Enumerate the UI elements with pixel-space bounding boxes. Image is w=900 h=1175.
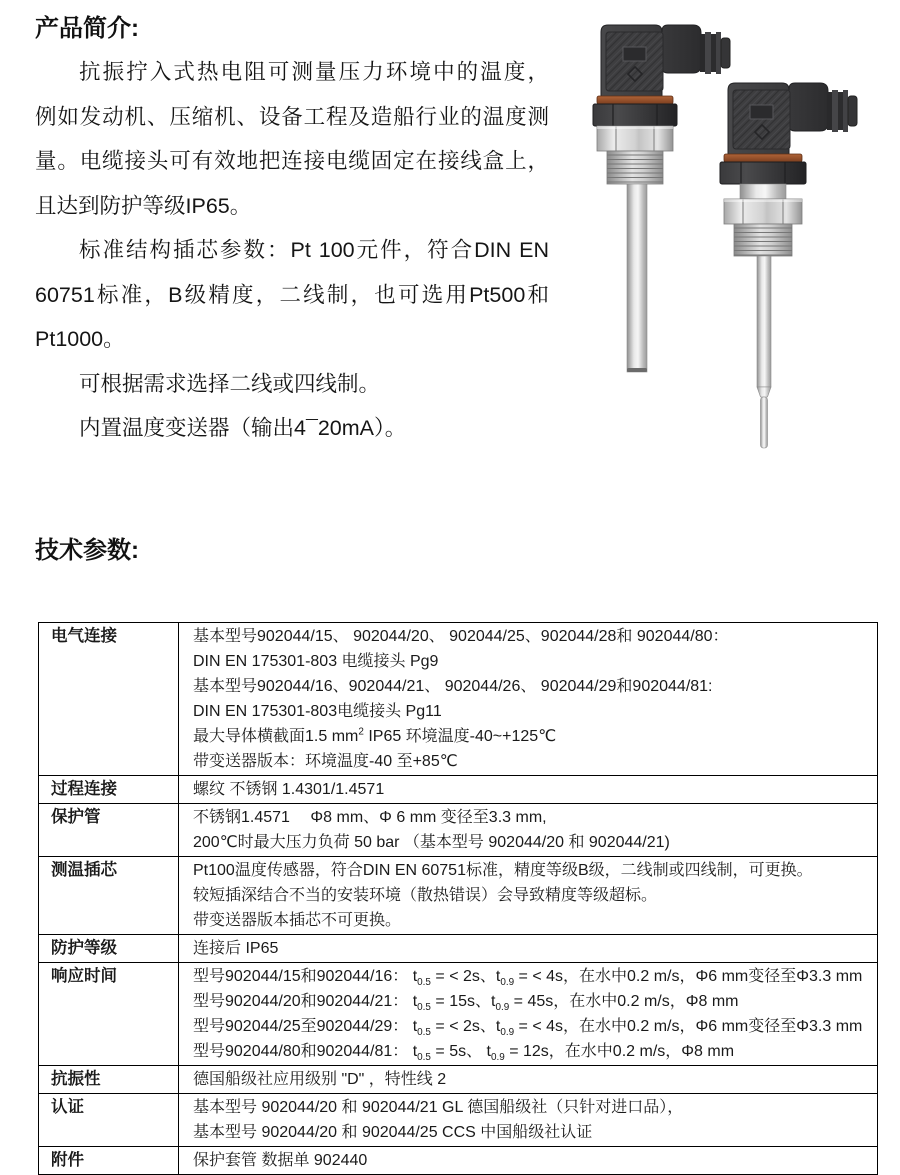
intro-line: 内置温度变送器（输出4¯20mA）。 [79,416,407,440]
spec-label: 响应时间 [39,963,179,1066]
product-intro-paragraphs [35,50,549,451]
spec-value [179,1094,878,1147]
probe-stepped [757,256,771,448]
spec-label: 保护管 [39,804,179,857]
sensor-left [593,25,730,372]
spec-label: 附件 [39,1147,179,1175]
table-row [39,1066,878,1094]
spec-label: 电气连接 [39,623,179,776]
thread [607,151,663,184]
spec-line: DIN EN 175301-803电缆接头 Pg11 [193,703,442,720]
intro-line: 且达到防护等级IP65。 [35,193,252,218]
spec-line: 德国船级社应用级别 "D" ，特性线 2 [193,1071,447,1088]
table-row [39,963,878,1066]
intro-line: 60751标准，B级精度，二线制，也可选用Pt500和 [35,282,549,307]
cable-gland [827,90,857,132]
table-row [39,804,878,857]
spec-value [179,1066,878,1094]
spec-line: 最大导体横截面1.5 $mm^2$ IP65 环境温度-40~+125℃ [193,726,557,745]
spec-line: 基本型号 902044/20 和 902044/21 GL 德国船级社（只针对进口品）， [193,1099,684,1116]
spec-line: 较短插深结合不当的安装环境（散热错误）会导致精度等级超标。 [193,887,658,904]
spec-line: 螺纹 不锈钢 1.4301/1.4571 [193,781,385,798]
product-intro-heading: 产品简介: [35,15,139,42]
spec-value [179,963,878,1066]
steel-neck [740,184,786,199]
spec-line: 基本型号 902044/20 和 902044/25 CCS 中国船级社认证 [193,1124,593,1141]
table-row [39,857,878,935]
gasket-ring [724,154,802,162]
table-row [39,1147,878,1175]
spec-line: 带变送器版本：环境温度-40 至+85℃ [193,753,458,770]
thermometer-product-image [573,12,865,464]
spec-table [38,622,878,1175]
spec-label: 抗振性 [39,1066,179,1094]
hex-nut-plastic [593,104,677,126]
spec-line: 型号902044/25至902044/29： $t_{0.5}$ = < 2s、$t_{0.9}$ = < 4s，在水中0.2 m/s，Φ6 mm变径至Φ3.3 mm [193,1018,863,1039]
thread [734,224,792,256]
spec-value [179,935,878,963]
table-row [39,1094,878,1147]
intro-line: 标准结构插芯参数：Pt 100元件，符合DIN EN [79,238,549,262]
hex-nut-steel [724,199,802,224]
spec-line: 保护套管 数据单 902440 [193,1152,368,1169]
head-emblem [623,47,646,61]
table-row [39,776,878,804]
hex-nut-steel [597,126,673,151]
spec-value [179,1147,878,1175]
spec-line: 型号902044/15和902044/16： $t_{0.5}$ = < 2s、$t_{0.9}$ = < 4s，在水中0.2 m/s，Φ6 mm变径至Φ3.3 mm [193,968,863,989]
product-photo [573,12,865,464]
spec-line: DIN EN 175301-803 电缆接头 Pg9 [193,653,439,670]
spec-label: 防护等级 [39,935,179,963]
intro-line: 抗振拧入式热电阻可测量压力环境中的温度， [79,60,549,84]
spec-line: Pt100温度传感器，符合DIN EN 60751标准，精度等级B级，二线制或四线制，可更换。 [193,862,813,879]
spec-value [179,623,878,776]
spec-line: 带变送器版本插芯不可更换。 [193,912,402,929]
spec-line: 基本型号902044/15、 902044/20、 902044/25、902044/28和 902044/80： [193,628,729,645]
probe [627,184,647,372]
intro-line: 量。电缆接头可有效地把连接电缆固定在接线盒上， [35,149,549,173]
table-row [39,935,878,963]
spec-label: 认证 [39,1094,179,1147]
spec-value [179,804,878,857]
intro-line: 可根据需求选择二线或四线制。 [79,371,381,396]
tech-params-heading: 技术参数: [35,537,139,564]
sensor-right [720,83,857,448]
spec-line: 型号902044/80和902044/81： $t_{0.5} = 5s$、 $t_{0.9} = 12s$，在水中0.2 m/s，Φ8 mm [193,1043,735,1064]
spec-line: 型号902044/20和902044/21： $t_{0.5} = 15s$、$t_{0.9} = 45s$，在水中0.2 m/s，Φ8 mm [193,993,739,1014]
cable-gland [700,32,730,74]
spec-value [179,857,878,935]
spec-line: 200℃时最大压力负荷 50 bar （基本型号 902044/20 和 902044/21) [193,834,670,851]
spec-line: 连接后 IP65 [193,940,279,957]
gasket-ring [597,96,673,104]
head-emblem [750,105,773,119]
spec-value [179,776,878,804]
spec-line: 基本型号902044/16、902044/21、 902044/26、 902044/29和902044/81: [193,678,713,695]
spec-line: 不锈钢1.4571 Φ8 mm、Φ 6 mm 变径至3.3 mm, [193,809,547,826]
hex-nut-plastic [720,162,806,184]
spec-label: 过程连接 [39,776,179,804]
spec-label: 测温插芯 [39,857,179,935]
intro-line: 例如发动机、压缩机、设备工程及造船行业的温度测 [35,104,549,129]
intro-line: Pt1000。 [35,327,125,351]
table-row [39,623,878,776]
